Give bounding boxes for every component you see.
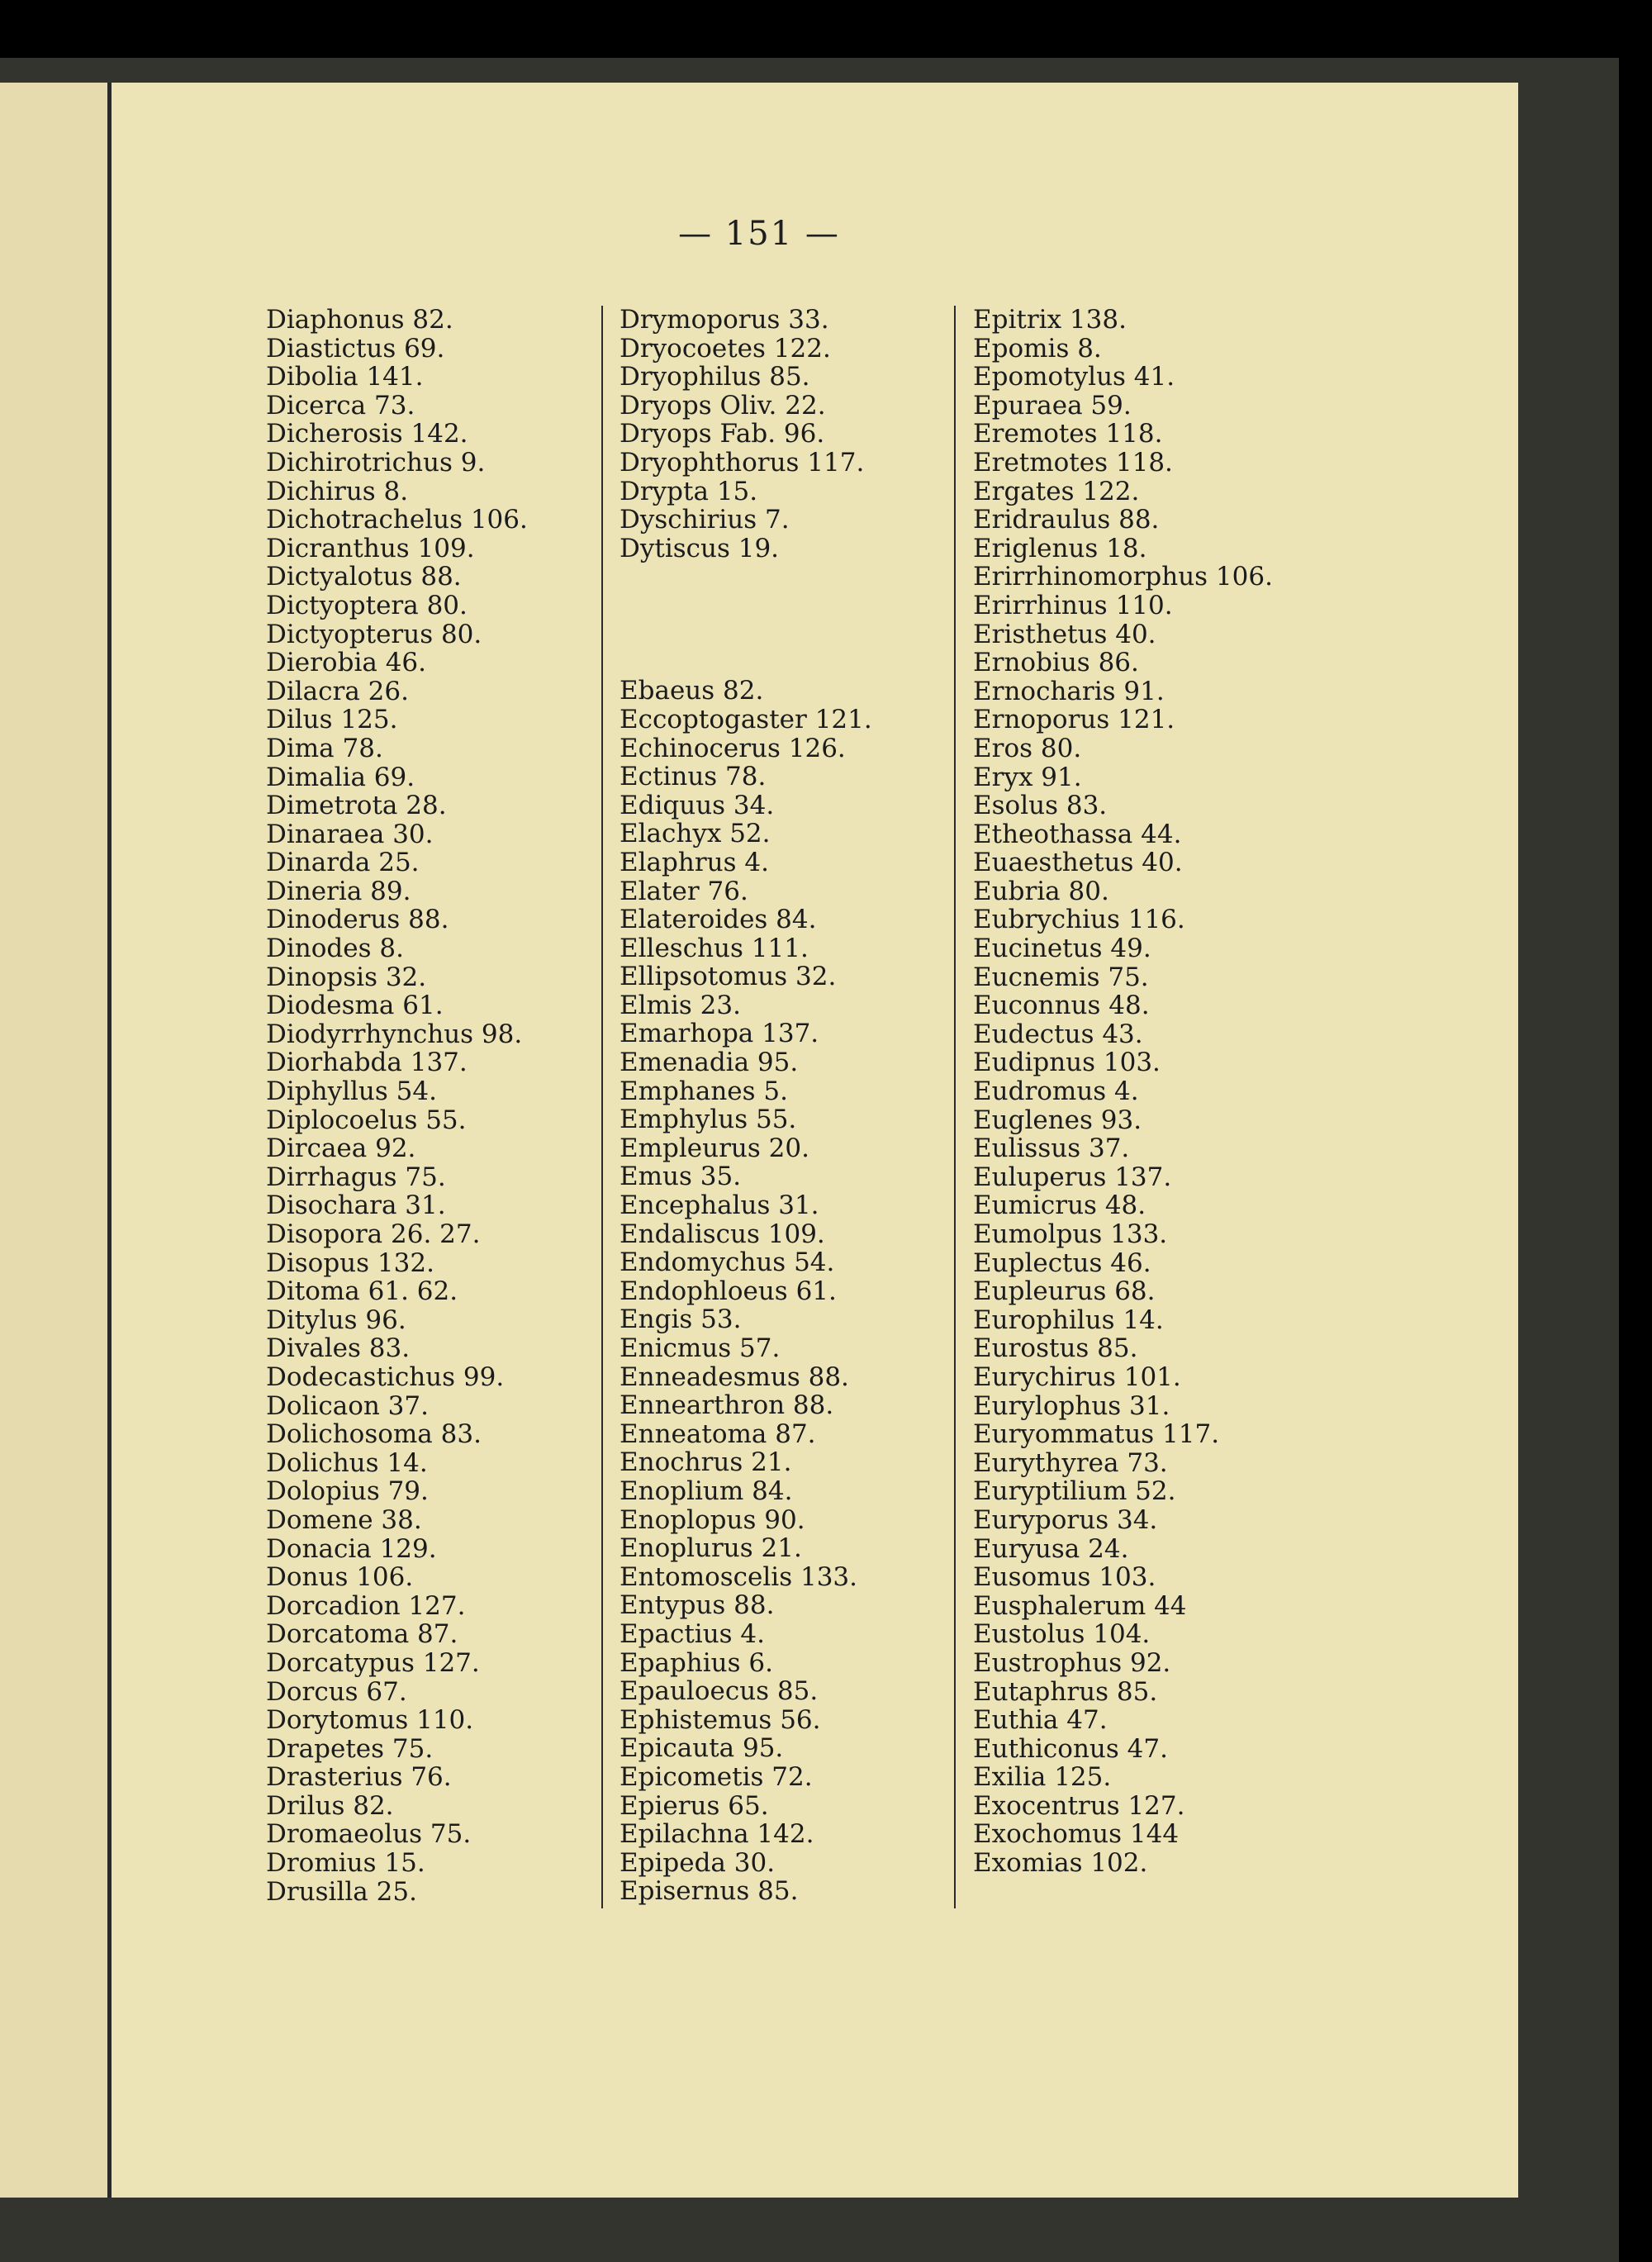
index-entry: Ectinus 78. [620,762,767,792]
index-entry: Dorcadion 127. [266,1590,466,1621]
index-entry: Divales 83. [266,1333,411,1364]
index-entry: Diphyllus 54. [266,1076,437,1107]
index-entry: Endophloeus 61. [620,1276,837,1306]
index-entry: Epicauta 95. [620,1733,784,1764]
index-entry: Elachyx 52. [620,819,771,849]
index-entry: Emus 35. [620,1162,742,1192]
index-entry: Drypta 15. [620,476,758,506]
index-entry: Dorcatypus 127. [266,1647,480,1678]
index-entry: Eumicrus 48. [973,1190,1146,1221]
index-entry: Disopora 26. 27. [266,1219,481,1249]
index-entry: Epipeda 30. [620,1847,776,1878]
index-entry: Ergates 122. [973,476,1140,506]
index-entry: Eucnemis 75. [973,962,1149,992]
index-entry: Emarhopa 137. [620,1019,819,1049]
index-entry: Dichotrachelus 106. [266,505,528,535]
index-entry: Etheothassa 44. [973,819,1182,849]
index-entry: Eridraulus 88. [973,505,1160,535]
index-entry: Euluperus 137. [973,1162,1172,1192]
index-entry: Euaesthetus 40. [973,848,1183,878]
index-entry: Eretmotes 118. [973,447,1173,478]
index-column-3 [973,306,1273,1878]
index-entry: Ellipsotomus 32. [620,962,837,992]
index-entry: Enochrus 21. [620,1447,792,1478]
index-entry: Epuraea 59. [973,390,1132,421]
index-entry: Ditylus 96. [266,1304,406,1335]
index-entry: Enicmus 57. [620,1333,781,1363]
index-entry: Eubrychius 116. [973,905,1185,935]
index-entry: Dinarda 25. [266,848,420,878]
index-column-1 [266,306,528,1906]
index-entry: Donacia 129. [266,1533,437,1564]
index-entry: Ephistemus 56. [620,1704,821,1735]
index-entry: Dilacra 26. [266,676,409,706]
index-entry: Eurythyrea 73. [973,1447,1168,1478]
index-entry: Enoplium 84. [620,1476,793,1506]
index-column-2 [620,306,872,1906]
index-entry: Domene 38. [266,1504,422,1535]
index-entry: Eristhetus 40. [973,619,1156,649]
index-entry: Eccoptogaster 121. [620,704,872,734]
index-entry: Enneatoma 87. [620,1419,816,1449]
index-entry: Dimetrota 28. [266,791,447,821]
index-entry: Dima 78. [266,733,383,763]
index-entry: Elleschus 111. [620,933,809,963]
index-entry: Epicometis 72. [620,1761,813,1792]
index-entry: Dyschirius 7. [620,505,790,535]
index-entry: Dorcatoma 87. [266,1619,458,1650]
index-entry: Drusilla 25. [266,1876,417,1907]
index-entry: Eucinetus 49. [973,934,1151,964]
column-divider [954,306,956,1908]
index-entry: Dytiscus 19. [620,533,780,563]
index-entry: Eutaphrus 85. [973,1676,1158,1707]
index-entry: Donus 106. [266,1562,414,1593]
index-entry: Erirrhinus 110. [973,590,1173,620]
index-entry: Exomias 102. [973,1848,1148,1879]
index-entry: Dibolia 141. [266,362,424,392]
index-entry: Euthia 47. [973,1705,1108,1736]
index-entry: Diodesma 61. [266,991,444,1021]
index-entry: Drasterius 76. [266,1762,452,1793]
index-entry: Engis 53. [620,1304,742,1335]
index-entry: Emphylus 55. [620,1105,797,1135]
index-entry: Euryptilium 52. [973,1476,1176,1507]
index-entry: Emenadia 95. [620,1048,799,1078]
index-entry: Drapetes 75. [266,1733,434,1764]
index-entry: Euthiconus 47. [973,1733,1168,1764]
index-entry: Dirrhagus 75. [266,1162,446,1192]
index-entry: Endaliscus 109. [620,1219,825,1249]
index-entry: Dryops Fab. 96. [620,419,825,449]
index-entry: Dolichus 14. [266,1447,428,1478]
index-entry: Emphanes 5. [620,1076,788,1106]
index-entry: Epaphius 6. [620,1647,773,1678]
index-entry: Encephalus 31. [620,1190,819,1221]
index-entry: Dircaea 92. [266,1133,416,1164]
index-entry: Dolopius 79. [266,1476,429,1507]
index-entry: Dinaraea 30. [266,819,434,849]
index-entry: Diplocoelus 55. [266,1105,467,1135]
index-entry: Dryocoetes 122. [620,333,831,364]
index-entry: Dolichosoma 83. [266,1419,482,1450]
index-entry: Eubria 80. [973,876,1109,906]
index-entry: Epitrix 138. [973,305,1127,335]
index-entry: Dichirotrichus 9. [266,447,486,478]
index-entry: Eurylophus 31. [973,1390,1170,1421]
index-entry: Dorcus 67. [266,1676,407,1707]
index-entry: Dinoderus 88. [266,905,449,935]
index-entry: Dichirus 8. [266,476,409,506]
index-entry: Euconnus 48. [973,991,1150,1021]
index-entry: Dicranthus 109. [266,533,475,563]
index-entry: Dicerca 73. [266,390,415,421]
index-entry: Epactius 4. [620,1618,765,1649]
index-entry: Diodyrrhynchus 98. [266,1019,523,1049]
index-entry: Dromaeolus 75. [266,1819,472,1850]
index-entry: Erirrhinomorphus 106. [973,562,1273,592]
index-entry: Dineria 89. [266,876,411,906]
index-entry: Diastictus 69. [266,333,445,364]
index-entry: Eudipnus 103. [973,1048,1161,1078]
index-entry: Dryops Oliv. 22. [620,390,826,421]
index-entry: Ernobius 86. [973,648,1139,678]
index-entry: Dinodes 8. [266,934,404,964]
index-entry: Eulissus 37. [973,1133,1130,1164]
page-number: 151 [724,215,794,253]
index-entry: Eriglenus 18. [973,533,1147,563]
index-entry: Dorytomus 110. [266,1705,474,1736]
index-entry: Ernocharis 91. [973,676,1165,706]
index-entry: Endomychus 54. [620,1247,835,1278]
index-entry: Dryophthorus 117. [620,447,865,478]
index-entry: Diorhabda 137. [266,1048,468,1078]
index-entry: Episernus 85. [620,1876,799,1907]
index-entry: Euryporus 34. [973,1504,1158,1535]
index-entry: Disochara 31. [266,1190,446,1221]
index-entry: Dolicaon 37. [266,1390,429,1421]
index-entry: Epomis 8. [973,333,1102,364]
index-entry: Drymoporus 33. [620,305,829,335]
index-entry: Eustrophus 92. [973,1647,1171,1678]
index-entry: Eremotes 118. [973,419,1163,449]
index-entry: Esolus 83. [973,791,1108,821]
index-entry: Diaphonus 82. [266,305,453,335]
index-entry: Dryophilus 85. [620,362,810,392]
index-entry: Dictyalotus 88. [266,562,462,592]
index-entry: Ebaeus 82. [620,676,764,706]
index-entry: Elateroides 84. [620,905,817,935]
index-entry: Dierobia 46. [266,648,426,678]
index-entry: Ditoma 61. 62. [266,1276,458,1307]
index-entry: Euplectus 46. [973,1247,1151,1278]
column-divider [601,306,603,1908]
index-entry: Eryx 91. [973,762,1082,792]
index-entry: Entomoscelis 133. [620,1561,858,1592]
index-entry: Epauloecus 85. [620,1676,819,1707]
index-entry: Euryommatus 117. [973,1419,1220,1450]
index-entry: Drilus 82. [266,1790,394,1821]
index-entry: Dodecastichus 99. [266,1361,505,1392]
index-entry: Eustolus 104. [973,1619,1151,1650]
index-entry: Eurychirus 101. [973,1361,1181,1392]
index-entry: Enoplopus 90. [620,1504,805,1535]
index-entry: Echinocerus 126. [620,733,846,763]
index-entry: Ernoporus 121. [973,705,1175,735]
index-entry: Dictyoptera 80. [266,590,468,620]
index-entry: Euglenes 93. [973,1105,1142,1135]
index-entry: Dromius 15. [266,1848,425,1879]
index-entry: Exilia 125. [973,1762,1112,1793]
index-entry: Enneadesmus 88. [620,1361,849,1392]
index-entry: Eudromus 4. [973,1076,1139,1107]
index-entry: Eudectus 43. [973,1019,1143,1049]
index-entry: Euryusa 24. [973,1533,1129,1564]
index-entry: Elaphrus 4. [620,847,769,877]
index-entry: Elmis 23. [620,990,741,1020]
index-entry: Ennearthron 88. [620,1390,834,1421]
index-entry: Eros 80. [973,733,1082,763]
index-entry: Eurostus 85. [973,1333,1138,1364]
index-entry: Epierus 65. [620,1790,769,1821]
index-entry: Eupleurus 68. [973,1276,1156,1307]
index-entry: Exochomus 144 [973,1819,1180,1850]
index-entry: Entypus 88. [620,1590,775,1621]
index-entry: Eumolpus 133. [973,1219,1168,1249]
index-entry: Exocentrus 127. [973,1790,1185,1821]
index-entry: Dilus 125. [266,705,398,735]
index-entry: Epilachna 142. [620,1819,814,1850]
column-gap [620,563,872,677]
index-entry: Eusphalerum 44 [973,1590,1187,1621]
left-page-edge [0,83,112,2198]
index-entry: Ediquus 34. [620,790,775,820]
index-entry: Europhilus 14. [973,1304,1164,1335]
index-entry: Dicherosis 142. [266,419,468,449]
index-entry: Enoplurus 21. [620,1533,802,1564]
index-entry: Dinopsis 32. [266,962,427,992]
index-entry: Disopus 132. [266,1247,434,1278]
page-header: — 151 — [678,215,840,253]
index-entry: Eusomus 103. [973,1562,1156,1593]
index-entry: Dictyopterus 80. [266,619,482,649]
index-entry: Epomotylus 41. [973,362,1175,392]
index-entry: Dimalia 69. [266,762,415,792]
index-entry: Empleurus 20. [620,1133,809,1163]
index-entry: Elater 76. [620,876,748,906]
